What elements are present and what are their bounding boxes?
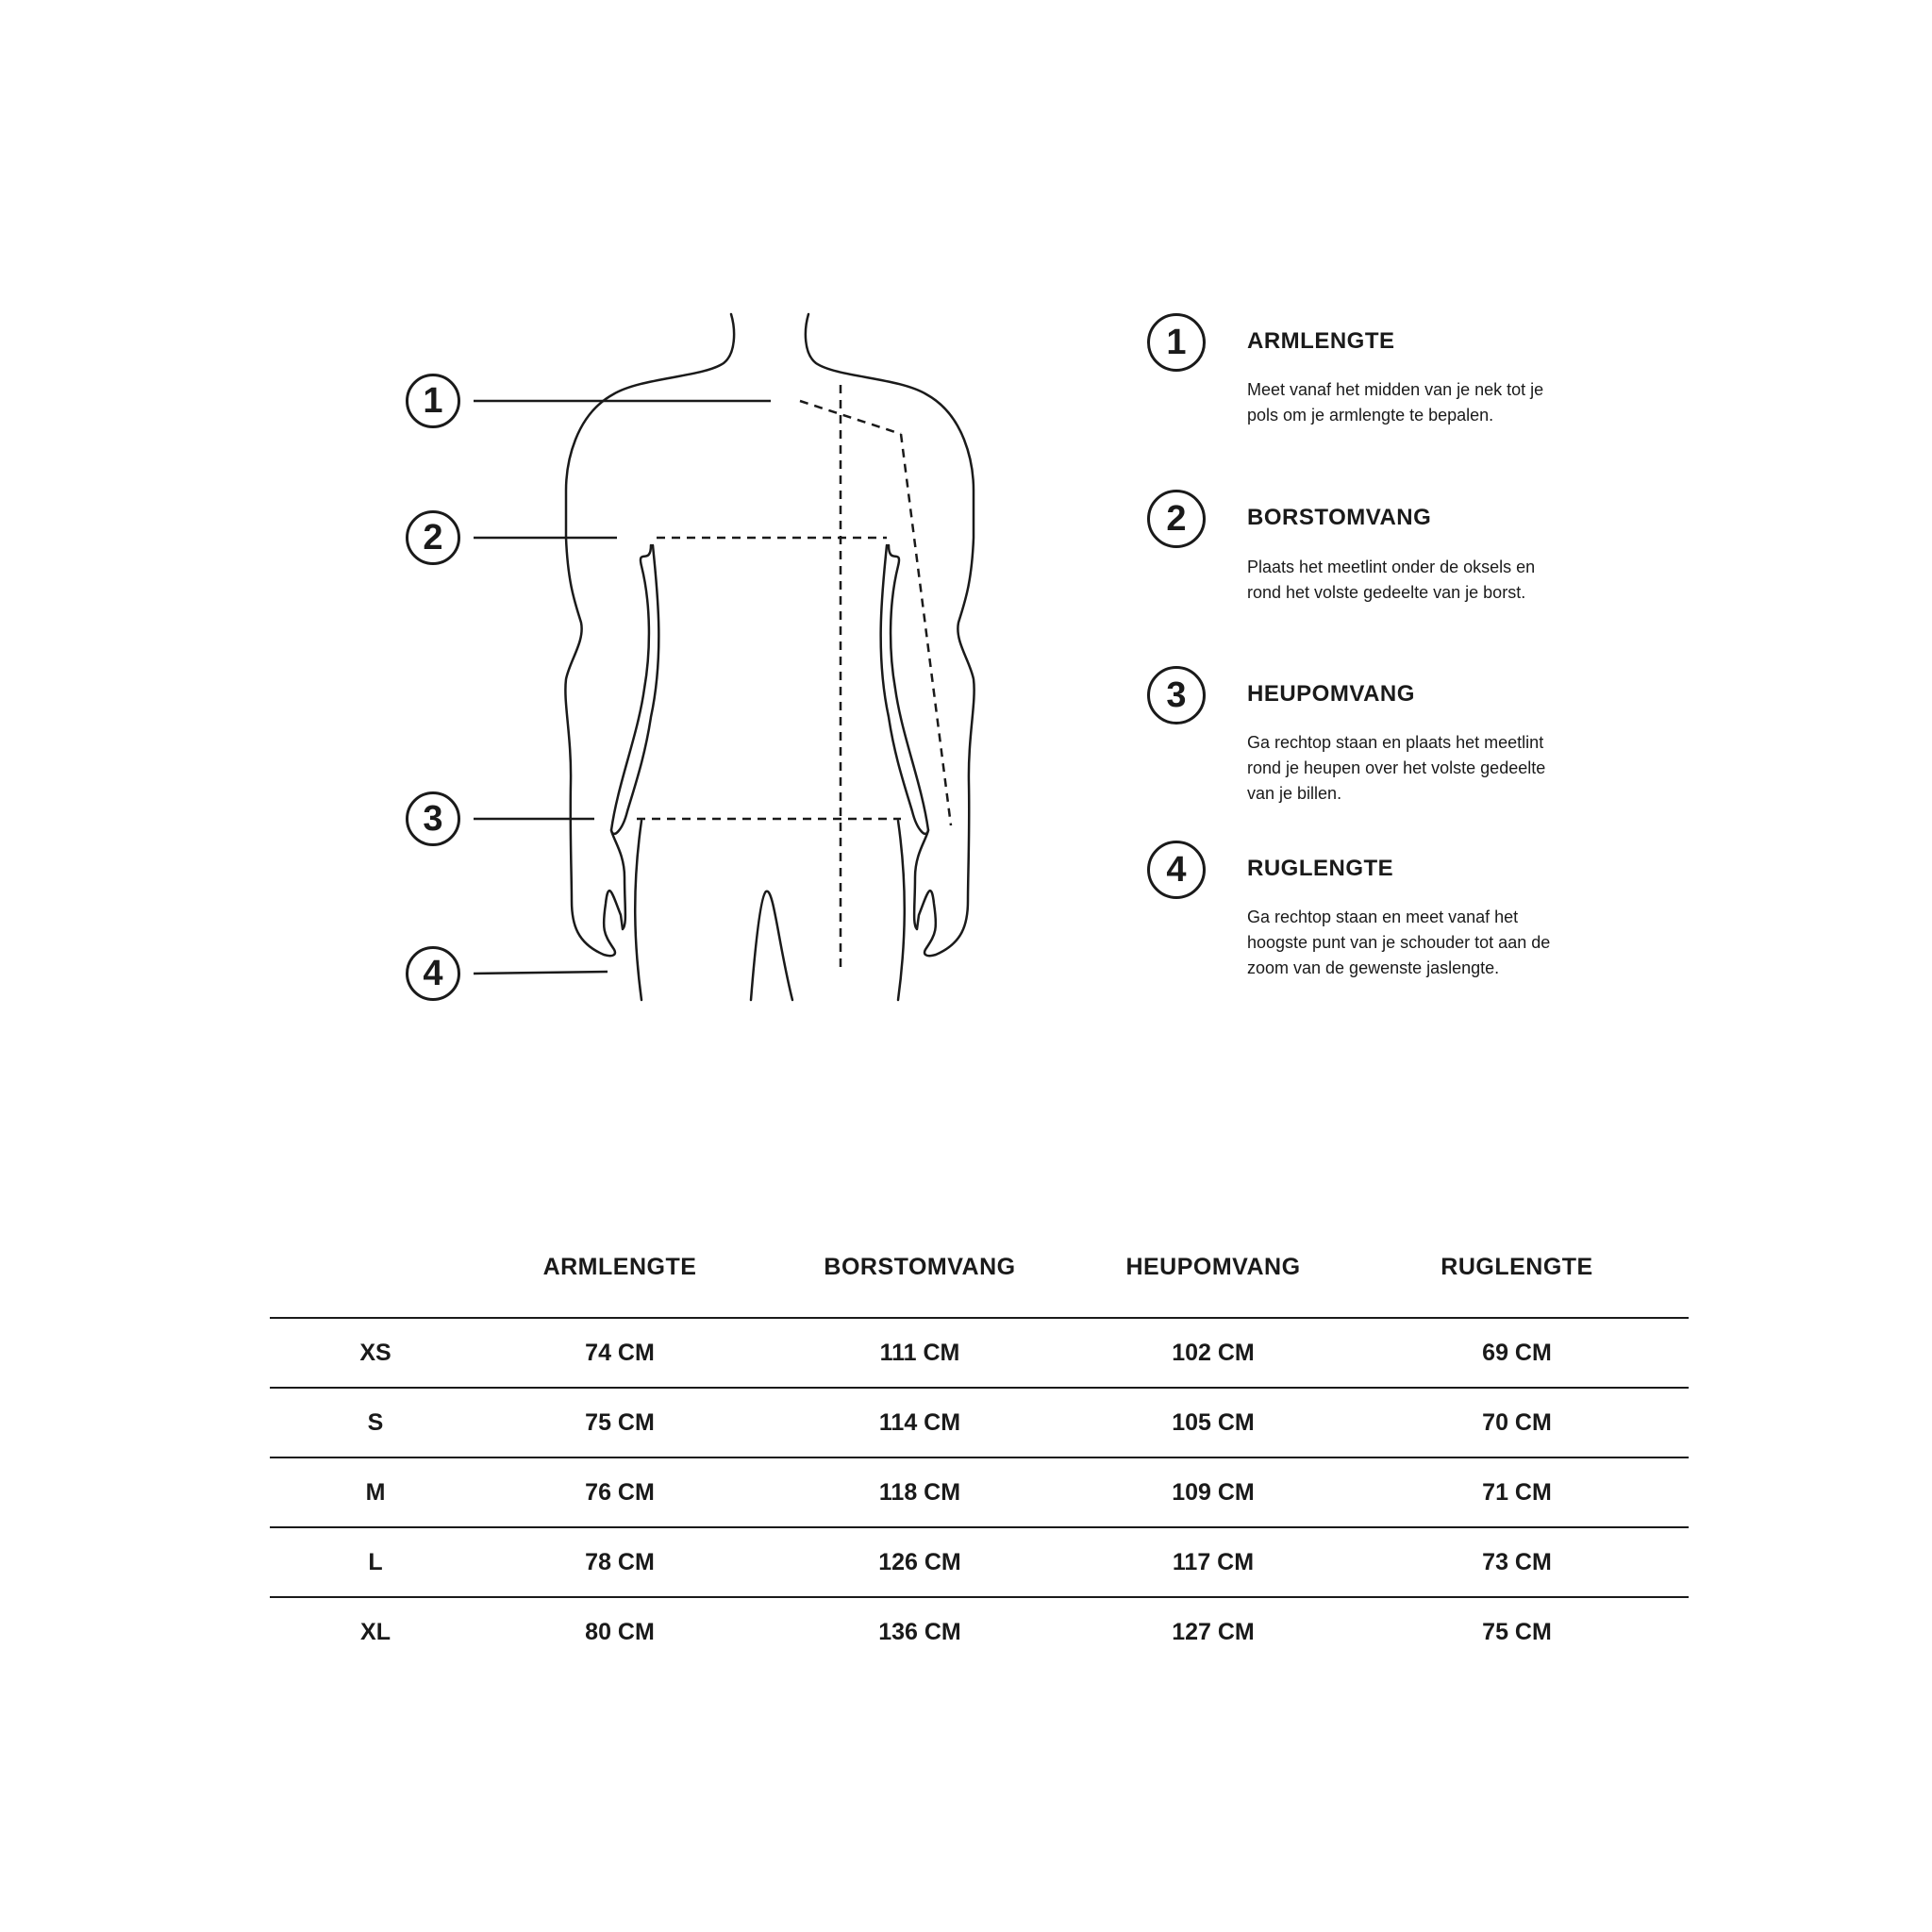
table-row <box>270 1597 1689 1666</box>
left-leg <box>635 821 641 1000</box>
size-table <box>270 1217 1689 1666</box>
table-cell: 80 CM <box>585 1618 655 1645</box>
table-cell: XS <box>270 1318 481 1388</box>
table-cell: M <box>270 1457 481 1527</box>
table-cell: 118 CM <box>758 1457 1081 1527</box>
legend-desc-2: Plaats het meetlint onder de oksels en rond het volste gedeelte van je borst. <box>1247 558 1536 602</box>
right-leg <box>898 821 905 1000</box>
table-cell: 114 CM <box>758 1388 1081 1457</box>
legend-number-4: 4 <box>1147 841 1206 899</box>
table-cell: 75 CM <box>481 1388 758 1457</box>
table-row <box>270 1388 1689 1457</box>
legend-title-1: ARMLENGTE <box>1247 328 1395 354</box>
table-cell: 76 CM <box>481 1457 758 1527</box>
legend-desc-4: Ga rechtop staan en meet vanaf het hoogste punt van je schouder tot aan de zoom van de gewenste jaslengte. <box>1247 908 1551 977</box>
table-header-ruglengte: RUGLENGTE <box>1345 1217 1689 1318</box>
marker-4: 4 <box>406 946 460 1001</box>
table-cell: 117 CM <box>1081 1527 1345 1597</box>
table-cell: 126 CM <box>758 1527 1081 1597</box>
shoulder-dash <box>800 401 901 434</box>
table-header-borstomvang: BORSTOMVANG <box>758 1217 1081 1318</box>
table-cell: 69 CM <box>1345 1318 1689 1388</box>
leader-line-4 <box>474 972 608 974</box>
marker-3: 3 <box>406 791 460 846</box>
legend-number-1: 1 <box>1147 313 1206 372</box>
table-cell: 71 CM <box>1345 1457 1689 1527</box>
body-left-outline <box>565 314 734 956</box>
table-cell: 127 CM <box>1172 1618 1255 1645</box>
marker-2: 2 <box>406 510 460 565</box>
table-cell: 73 CM <box>1345 1527 1689 1597</box>
legend-number-3: 3 <box>1147 666 1206 724</box>
arm-dash <box>901 434 951 825</box>
table-cell: L <box>270 1527 481 1597</box>
legend-desc-3: Ga rechtop staan en plaats het meetlint rond je heupen over het volste gedeelte van je billen. <box>1247 733 1546 803</box>
table-cell: 109 CM <box>1081 1457 1345 1527</box>
marker-1: 1 <box>406 374 460 428</box>
table-row <box>270 1318 1689 1388</box>
table-cell: 75 CM <box>1482 1618 1552 1645</box>
table-header-row <box>270 1217 1689 1318</box>
crotch <box>751 891 792 1000</box>
table-cell: 70 CM <box>1345 1388 1689 1457</box>
legend-number-2: 2 <box>1147 490 1206 548</box>
legend-title-4: RUGLENGTE <box>1247 856 1394 881</box>
table-cell: S <box>270 1388 481 1457</box>
table-cell: 78 CM <box>481 1527 758 1597</box>
legend-desc-1: Meet vanaf het midden van je nek tot je pols om je armlengte te bepalen. <box>1247 380 1544 425</box>
table-row <box>270 1527 1689 1597</box>
legend-title-3: HEUPOMVANG <box>1247 681 1415 707</box>
table-header-size <box>270 1217 481 1318</box>
table-row <box>270 1457 1689 1527</box>
table-cell: 111 CM <box>758 1318 1081 1388</box>
table-header-heupomvang: HEUPOMVANG <box>1081 1217 1345 1318</box>
table-header-armlengte: ARMLENGTE <box>481 1217 758 1318</box>
table-cell: XL <box>360 1618 391 1645</box>
legend-title-2: BORSTOMVANG <box>1247 505 1432 530</box>
table-cell: 74 CM <box>481 1318 758 1388</box>
table-cell: 102 CM <box>1081 1318 1345 1388</box>
table-cell: 136 CM <box>878 1618 961 1645</box>
table-cell: 105 CM <box>1081 1388 1345 1457</box>
